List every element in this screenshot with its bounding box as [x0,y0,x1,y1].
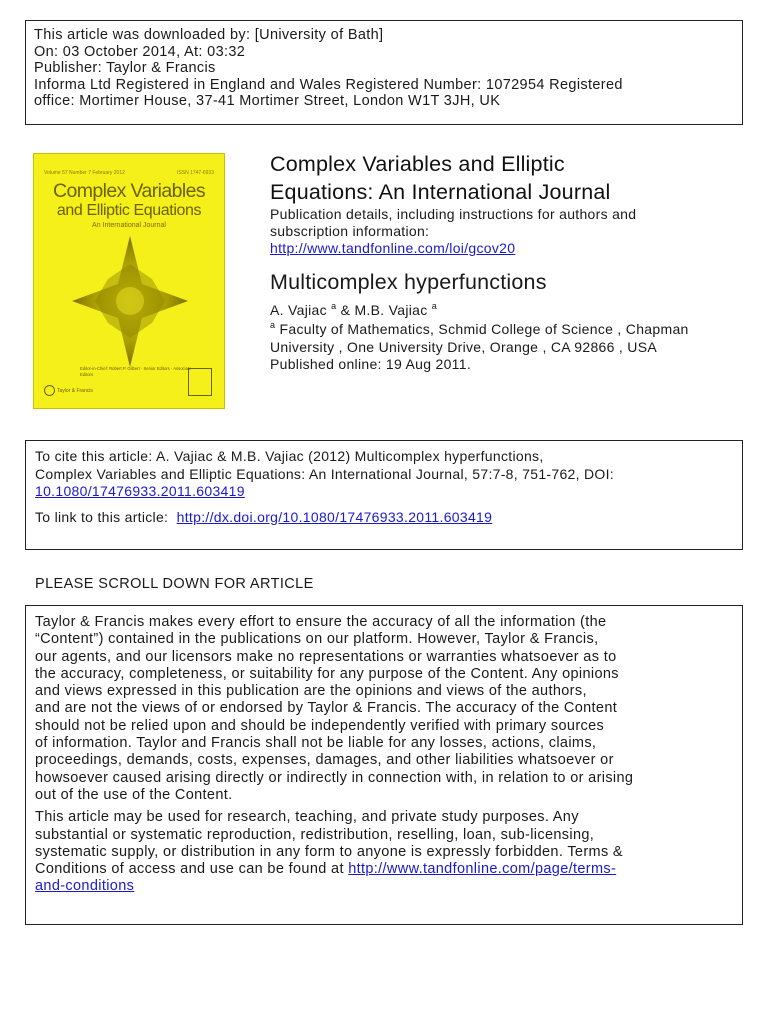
affiliation-marker: a [331,301,337,311]
link-to-article-line [35,509,733,527]
cover-title-line1: Complex Variables [52,180,205,202]
cover-editors: Editor-in-Chief: Robert P. Gilbert · Senior Editors · Associate Editors [80,366,192,377]
disclaimer-line: should not be relied upon and should be independently verified with primary sources [35,717,605,734]
download-line: On: 03 October 2014, At: 03:32 [34,43,246,60]
disclaimer-line: “Content”) contained in the publications on our platform. However, Taylor & Francis, [35,631,599,648]
author-name: A. Vajiac [270,302,327,318]
authors [270,302,437,319]
usage-line: This article may be used for research, teaching, and private study purposes. Any [35,809,579,826]
affiliation-marker: a [270,320,276,330]
disclaimer-line: Taylor & Francis makes every effort to ensure the accuracy of all the information (the [35,614,607,630]
link-label: To link to this article: [35,508,169,525]
disclaimer-line: our agents, and our licensors make no representations or warranties whatsoever as to [35,648,617,665]
terms-url-link[interactable]: http://www.tandfonline.com/page/terms- [348,861,617,878]
usage-paragraph [35,809,733,895]
article-doi-url-link[interactable]: http://dx.doi.org/10.1080/17476933.2011.603419 [176,508,493,525]
disclaimer-line: and are not the views of or endorsed by Taylor & Francis. The accuracy of the Content [35,700,618,717]
affiliation-marker: a [431,301,438,311]
disclaimer-line: and views expressed in this publication are the opinions and views of the authors, [35,683,587,700]
download-line: This article was downloaded by: [University of Bath] [34,27,384,43]
article-title: Multicomplex hyperfunctions [270,270,547,294]
cover-publisher-name: Taylor & Francis [57,387,93,394]
affiliation-line: University , One University Drive, Orange , CA 92866 , USA [270,338,657,355]
terms-prefix: Conditions of access and use can be found at [35,861,349,878]
disclaimer-line: of information. Taylor and Francis shall not be liable for any losses, actions, claims, [35,735,597,752]
cover-publisher-logo [44,385,100,396]
affiliation-line [270,321,689,339]
usage-line [35,861,733,878]
download-line: Publisher: Taylor & Francis [34,60,216,77]
cover-issn: ISSN 1747-6933 [177,170,214,176]
journal-title-line: Complex Variables and Elliptic [270,152,565,176]
author-separator: & [336,302,355,318]
journal-title [270,150,610,206]
cover-star-figure [70,234,190,369]
disclaimer-box [25,605,743,925]
cover-subtitle: An International Journal [92,222,166,229]
cover-title-line2: and Elliptic Equations [56,202,202,219]
disclaimer-line: howsoever caused arising directly or indirectly in connection with, in relation to or arising [35,769,634,786]
publisher-logo-icon [44,385,55,396]
doi-link[interactable]: 10.1080/17476933.2011.603419 [35,483,245,499]
citation-line: Complex Variables and Elliptic Equations: An International Journal, 57:7-8, 751-762, DOI: [35,465,614,482]
journal-url-link[interactable]: http://www.tandfonline.com/loi/gcov20 [270,240,516,256]
disclaimer-line: the accuracy, completeness, or suitability for any purpose of the Content. Any opinions [35,665,619,682]
download-line: Informa Ltd Registered in England and Wales Registered Number: 1072954 Registered [34,76,623,93]
published-date: Published online: 19 Aug 2011. [270,356,472,372]
affiliation [270,321,689,374]
download-line: office: Mortimer House, 37-41 Mortimer Street, London W1T 3JH, UK [34,93,501,110]
disclaimer-line: proceedings, demands, costs, expenses, damages, and other liabilities whatsoever or [35,752,614,769]
cover-issue-line [44,170,214,176]
scroll-notice: PLEASE SCROLL DOWN FOR ARTICLE [35,576,314,592]
affiliation-text: Faculty of Mathematics, Schmid College of Science , Chapman [279,321,689,337]
journal-title-line: Equations: An International Journal [270,180,611,204]
author-name: M.B. Vajiac [354,302,428,318]
citation-box [25,440,743,550]
disclaimer-paragraph [35,614,733,804]
journal-cover-image [33,153,225,409]
usage-line: systematic supply, or distribution in any form to anyone is expressly forbidden. Terms & [35,843,623,860]
details-line: Publication details, including instructions for authors and [270,206,637,222]
terms-url-link-continued[interactable]: and-conditions [35,878,135,895]
cover-seal-icon [188,368,212,396]
citation-line: To cite this article: A. Vajiac & M.B. Vajiac (2012) Multicomplex hyperfunctions, [35,448,544,464]
disclaimer-line: out of the use of the Content. [35,786,233,803]
usage-line: substantial or systematic reproduction, redistribution, reselling, loan, sub-licensing, [35,826,595,843]
publication-details [270,206,636,257]
download-info-box [25,20,743,125]
details-line: subscription information: [270,223,430,239]
cover-volume: Volume 57 Number 7 February 2012 [44,170,125,176]
